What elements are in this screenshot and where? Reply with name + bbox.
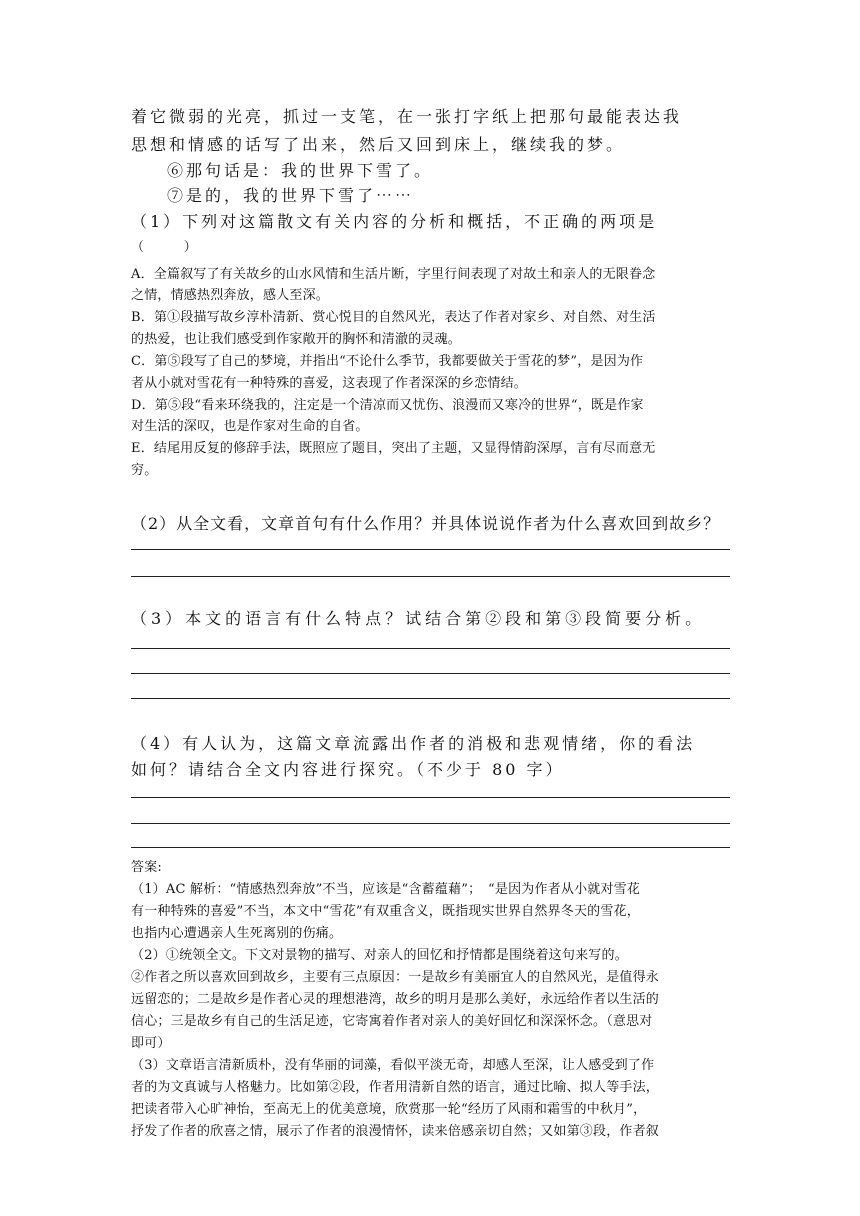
answer-3-cont: 者的为文真诚与人格魅力。比如第②段，作者用清新自然的语言，通过比喻、拟人等手法， <box>131 1080 660 1095</box>
answer-line <box>131 698 730 699</box>
option-e: E．结尾用反复的修辞手法，既照应了题目，突出了主题，又显得情韵深厚，言有尽而意无 <box>131 441 656 456</box>
passage-line: 着它微弱的光亮，抓过一支笔，在一张打字纸上把那句最能表达我 <box>131 107 683 126</box>
passage-line: 思想和情感的话写了出来，然后又回到床上，继续我的梦。 <box>131 135 626 154</box>
answer-line <box>131 648 730 649</box>
option-b-cont: 的热爱，也让我们感受到作家敞开的胸怀和清澈的灵魂。 <box>131 332 462 347</box>
option-a: A．全篇叙写了有关故乡的山水风情和生活片断，字里行间表现了对故土和亲人的无限眷念 <box>131 267 656 282</box>
answer-1-cont: 有一种特殊的喜爱”不当，本文中“雪花”有双重含义，既指现实世界自然界冬天的雪花， <box>131 904 640 919</box>
option-c-cont: 者从小就对雪花有一种特殊的喜爱，这表现了作者深深的乡恋情结。 <box>131 376 528 391</box>
answer-line <box>131 673 730 674</box>
answer-line <box>131 576 730 577</box>
answer-2-cont: 远留恋的；二是故乡是作者心灵的理想港湾，故乡的明月是那么美好，永远给作者以生活的 <box>131 992 660 1007</box>
option-d-cont: 对生活的深叹，也是作家对生命的自省。 <box>131 419 369 434</box>
question-1-stem: （1）下列对这篇散文有关内容的分析和概括，不正确的两项是 <box>131 212 658 231</box>
paragraph-6: ⑥那句话是：我的世界下雪了。 <box>167 161 434 180</box>
question-2-stem: （2）从全文看，文章首句有什么作用？并具体说说作者为什么喜欢回到故乡？ <box>131 514 721 533</box>
answer-2-cont: 即可） <box>131 1036 171 1051</box>
answer-line <box>131 797 730 798</box>
question-4-stem: （4）有人认为，这篇文章流露出作者的消极和悲观情绪，你的看法 <box>131 734 696 753</box>
question-4-stem-cont: 如何？请结合全文内容进行探究。（不少于 80 字） <box>131 760 565 779</box>
option-e-cont: 穷。 <box>131 463 158 478</box>
answer-1: （1）AC 解析：“情感热烈奔放”不当，应该是“含蓄蕴藉”； “是因为作者从小就对雪花 <box>131 882 641 897</box>
option-a-cont: 之情，情感热烈奔放，感人至深。 <box>131 288 330 303</box>
option-c: C．第⑤段写了自己的梦境，并指出“不论什么季节，我都要做关于雪花的梦”，是因为作 <box>131 354 644 369</box>
answer-line <box>131 549 730 550</box>
answer-2: （2）①统领全文。下文对景物的描写、对亲人的回忆和抒情都是围绕着这句来写的。 <box>131 948 628 963</box>
option-d: D．第⑤段“看来环绕我的，注定是一个清凉而又忧伤、浪漫而又寒冷的世界“，既是作家 <box>131 398 644 413</box>
answer-2-cont: ②作者之所以喜欢回到故乡，主要有三点原因：一是故乡有美丽宜人的自然风光，是值得永 <box>131 970 660 985</box>
answer-bracket: （ ） <box>131 240 198 255</box>
answer-1-cont: 也指内心遭遇亲人生死离别的伤痛。 <box>131 926 343 941</box>
paragraph-7: ⑦是的，我的世界下雪了⋯⋯ <box>167 186 415 205</box>
question-3-stem: （3）本文的语言有什么特点？试结合第②段和第③段简要分析。 <box>131 609 706 628</box>
answer-3: （3）文章语言清新质朴，没有华丽的词藻，看似平淡无奇，却感人至深，让人感受到了作 <box>131 1058 655 1073</box>
answer-3-cont: 把读者带入心旷神怡，至高无上的优美意境，欣赏那一轮“经历了风雨和霜雪的中秋月”， <box>131 1102 647 1117</box>
answer-line <box>131 847 730 848</box>
answer-line <box>131 823 730 824</box>
answer-heading: 答案: <box>131 860 162 875</box>
option-b: B．第①段描写故乡淳朴清新、赏心悦目的自然风光，表达了作者对家乡、对自然、对生活 <box>131 310 656 325</box>
answer-2-cont: 信心；三是故乡有自己的生活足迹，它寄寓着作者对亲人的美好回忆和深深怀念。（意思对 <box>131 1014 653 1029</box>
answer-3-cont: 抒发了作者的欣喜之情，展示了作者的浪漫情怀，读来倍感亲切自然；又如第③段，作者叙 <box>131 1124 660 1139</box>
